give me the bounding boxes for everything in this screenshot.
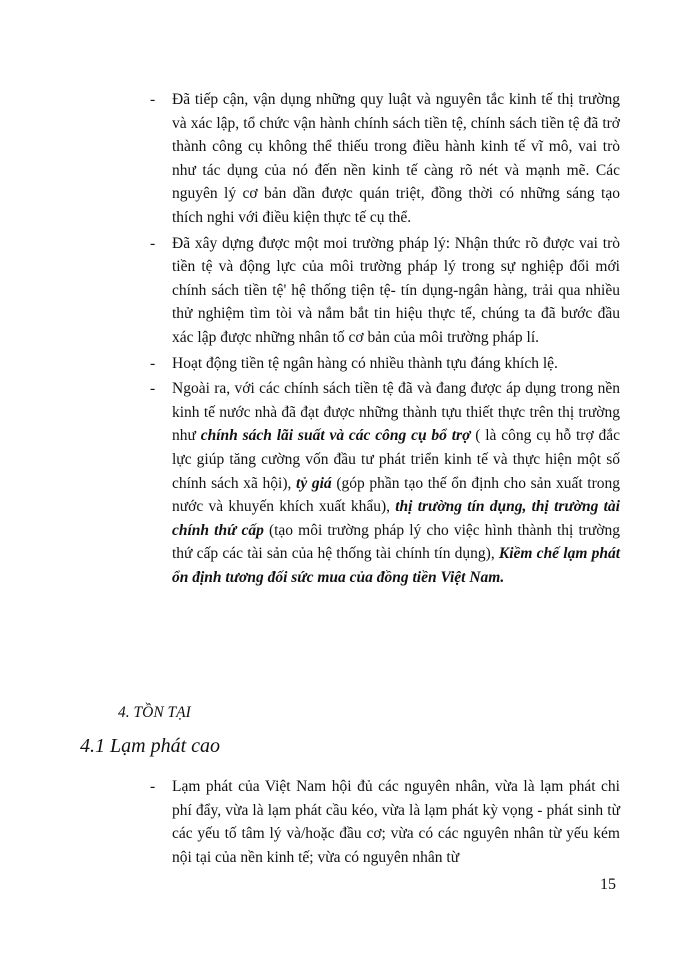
inflation-list bbox=[150, 775, 620, 869]
text-run: Ngoài ra, với các chính sách tiền tệ đã và đang được áp dụng trong nền kinh tế nước nhà đã đạt được những thành tựu thiết thực trên thị trường như bbox=[172, 380, 620, 445]
bullet-dash: - bbox=[150, 380, 156, 398]
subsection-heading: 4.1 Lạm phát cao bbox=[80, 735, 220, 757]
list-item-text: Hoạt động tiền tệ ngân hàng có nhiều thành tựu đáng khích lệ. bbox=[172, 354, 558, 372]
bullet-dash: - bbox=[150, 91, 156, 108]
page-number: 15 bbox=[600, 876, 616, 893]
emphasis-text: Kiềm chế lạm phát ổn định tương đối sức mua của đồng tiền Việt Nam. bbox=[172, 545, 620, 586]
list-item-text: Lạm phát của Việt Nam hội đủ các nguyên nhân, vừa là lạm phát chi phí đẩy, vừa là lạm phát cầu kéo, vừa là lạm phát kỳ vọng - phát sinh từ các yếu tố tâm lý và/hoặc đầu cơ; vừa có các nguyên nhân từ yếu kém nội tại của nền kinh tế; vừa có nguyên nhân từ bbox=[172, 778, 620, 866]
list-item bbox=[150, 88, 620, 230]
list-item-text: Đã xây dựng được một moi trường pháp lý: Nhận thức rõ được vai trò tiền tệ và động lực của môi trường pháp lý trong sự nghiệp đổi mới chính sách tiền tệ' hệ thống tiện tệ- tín dụng-ngân hàng, trải qua nhiều thử nghiệm tìm tòi và nắm bắt tin hiệu thực tế, chúng ta đã bước đầu xác lập được những nhân tố cơ bản của môi trường pháp lí. bbox=[172, 234, 620, 346]
list-item bbox=[150, 377, 620, 589]
bullet-dash: - bbox=[150, 354, 156, 372]
section-heading: 4. TỒN TẠI bbox=[118, 704, 191, 721]
list-item-text bbox=[172, 377, 620, 589]
list-item bbox=[150, 232, 620, 350]
emphasis-text: thị trường tín dụng, thị trường tài chính thứ cấp bbox=[172, 498, 620, 539]
bullet-dash: - bbox=[150, 778, 156, 795]
list-item-text: Đã tiếp cận, vận dụng những quy luật và nguyên tắc kinh tế thị trường và xác lập, tổ chức vận hành chính sách tiền tệ, chính sách tiền tệ đã trở thành công cụ không thể thiếu trong điều hành kinh tế vĩ mô, vai trò như tác dụng của nó đến nền kinh tế càng rõ nét và mạnh mẽ. Các nguyên lý cơ bản dần được quán triệt, đồng thời có những sáng tạo thích nghi với điều kiện thực tế cụ thể. bbox=[172, 91, 620, 226]
emphasis-text: tỷ giá bbox=[296, 474, 332, 492]
text-run: (tạo môi trường pháp lý cho việc hình thành thị trường thứ cấp các tài sản của hệ thống tài chính tín dụng), bbox=[172, 521, 621, 563]
list-item bbox=[150, 775, 620, 869]
emphasis-text: chính sách lãi suất và các công cụ bổ trợ bbox=[200, 427, 471, 445]
bullet-dash: - bbox=[150, 234, 156, 252]
achievements-list bbox=[150, 88, 620, 589]
text-run: ( là công cụ hỗ trợ đắc lực giúp tăng cường vốn đầu tư phát triển kinh tế và thực hiện một số chính sách xã hội), bbox=[172, 427, 620, 492]
text-run: (góp phần tạo thế ổn định cho sản xuất trong nước và khuyến khích xuất khẩu), bbox=[172, 474, 621, 516]
list-item bbox=[150, 352, 620, 376]
